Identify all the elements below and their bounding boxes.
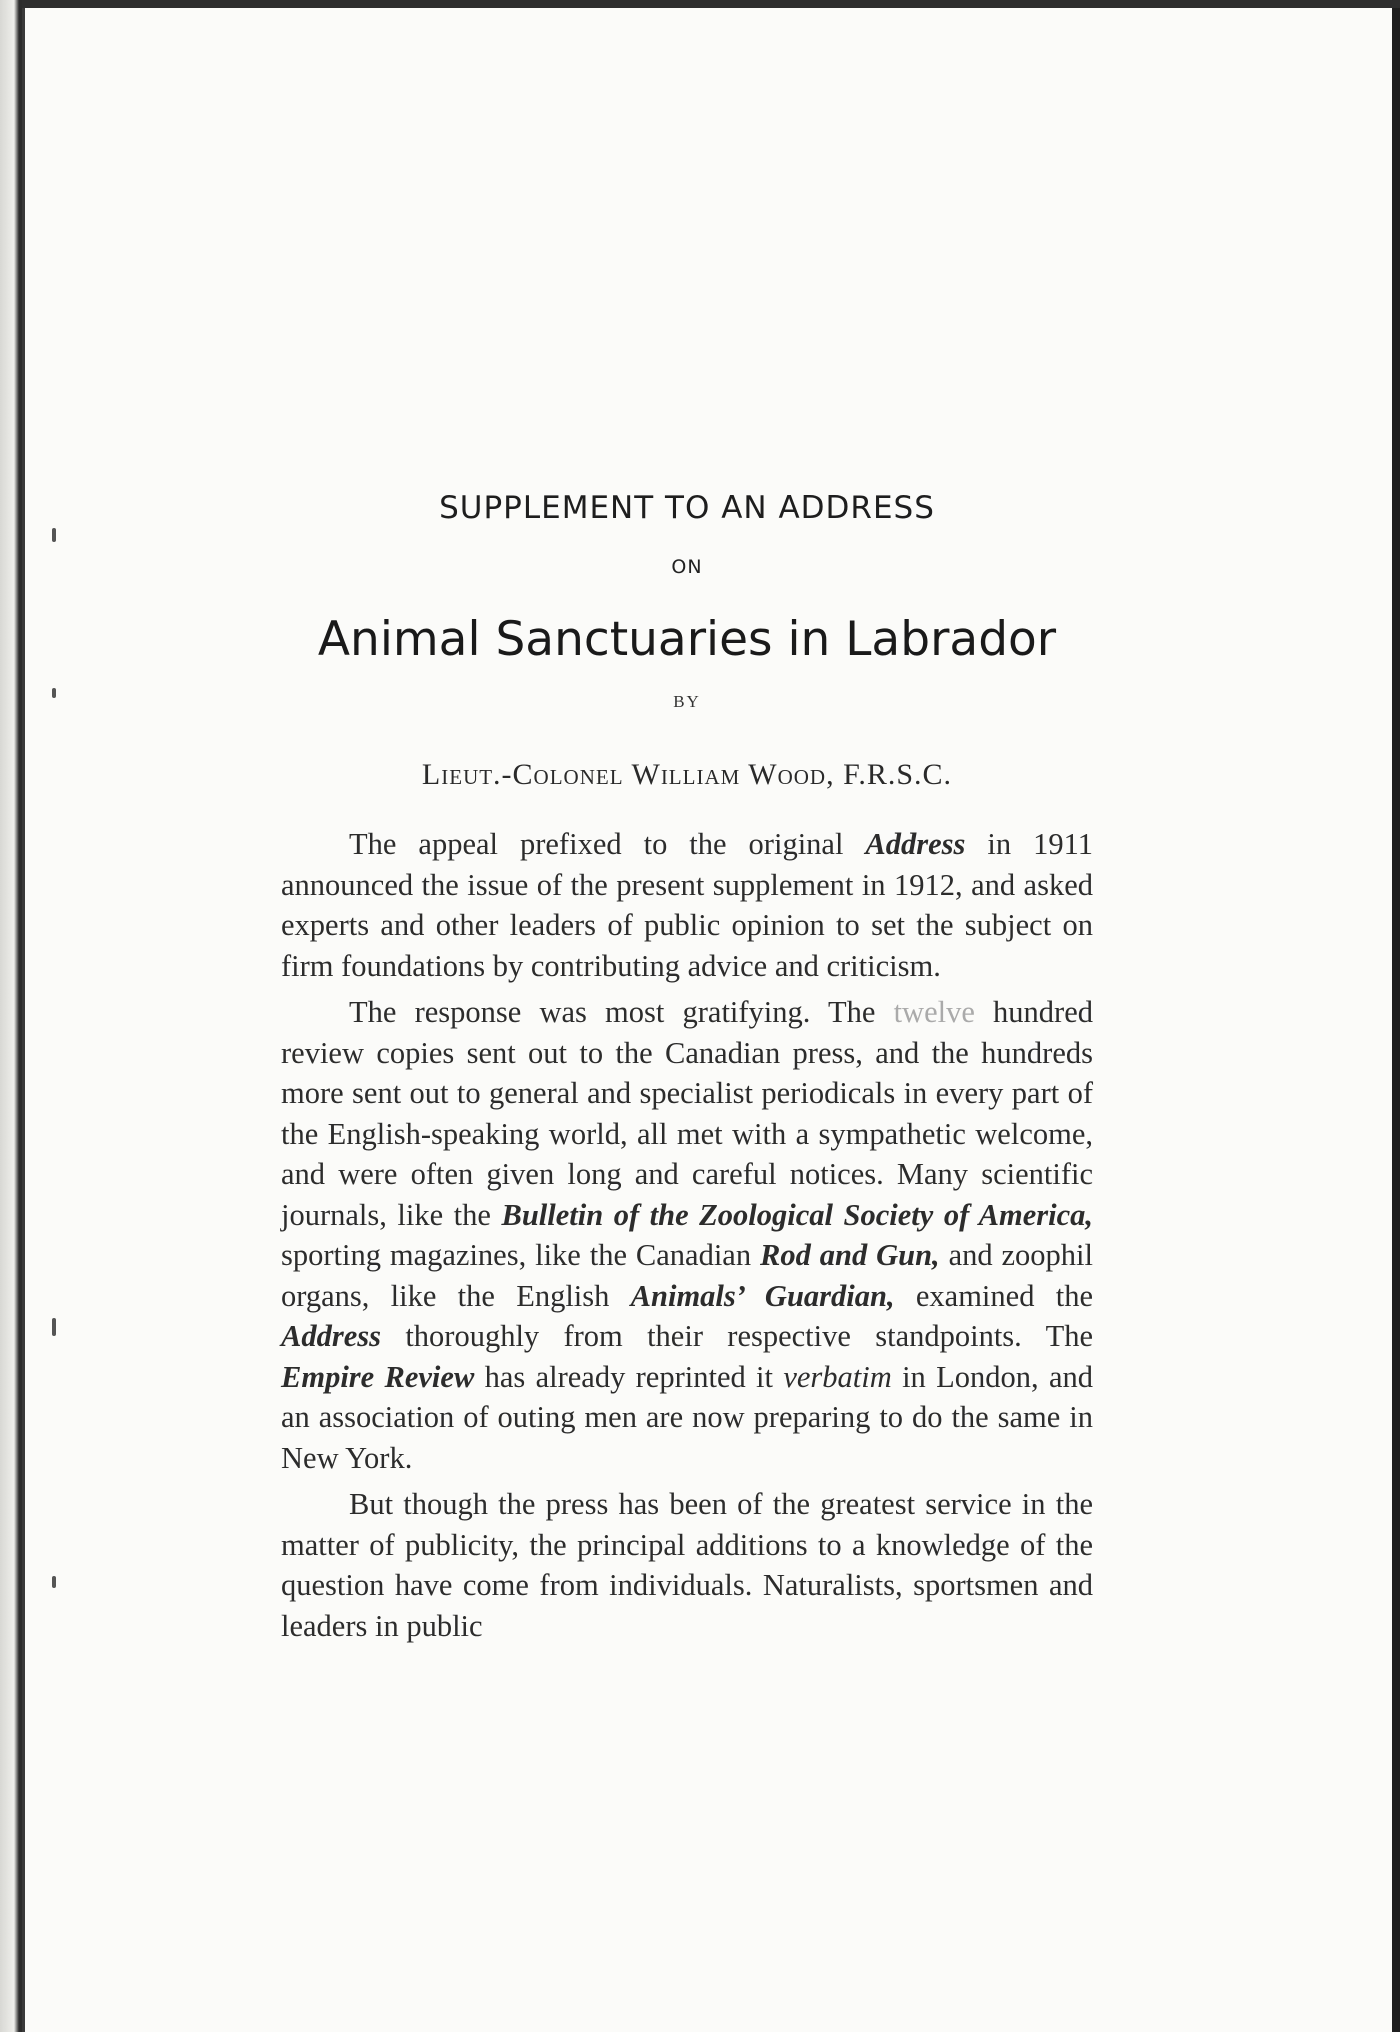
paragraph-3 bbox=[281, 1484, 1093, 1646]
page-binding-edge bbox=[0, 0, 22, 2032]
edge-mark bbox=[52, 1576, 56, 1588]
text-segment: thoroughly from their respective standpoints. The bbox=[381, 1319, 1093, 1353]
italic-title-bulletin: Bulletin of the Zoological Society of America, bbox=[501, 1197, 1093, 1232]
by-word: BY bbox=[673, 692, 701, 711]
text-segment: has already reprinted it bbox=[474, 1359, 784, 1394]
document-title: Animal Sanctuaries in Labrador bbox=[317, 612, 1057, 667]
italic-title-address: Address bbox=[281, 1319, 381, 1353]
text-segment: hundred review copies sent out to the Canadian press, and the hundreds more sent out to general and specialist periodicals in every part of the English-speaking world, all met with a sympathetic welcome, and were often given long and careful notices. Many scientific journals, like the bbox=[281, 995, 1093, 1232]
edge-mark bbox=[52, 688, 56, 698]
text-segment: sporting magazines, like the Canadian bbox=[281, 1238, 760, 1272]
text-segment: and zoophil organs, like the English bbox=[281, 1238, 1093, 1313]
edge-mark bbox=[52, 528, 56, 542]
text-segment: examined the bbox=[894, 1278, 1093, 1313]
supplement-heading: SUPPLEMENT TO AN ADDRESS bbox=[439, 490, 935, 526]
paragraph-2 bbox=[281, 992, 1093, 1478]
italic-title-animals-guardian: Animals’ Guardian, bbox=[630, 1278, 895, 1313]
body-text bbox=[281, 824, 1093, 1652]
text-segment: in London, and an association of outing men are now preparing to do the same in New York. bbox=[281, 1359, 1093, 1475]
text-segment: But though the press has been of the greatest service in the matter of publicity, the principal additions to a knowledge of the question have come from individuals. Naturalists, sportsmen and leaders in public bbox=[281, 1487, 1093, 1643]
text-segment: The response was most gratifying. The bbox=[349, 995, 894, 1029]
faded-word: twelve bbox=[893, 995, 975, 1029]
italic-title-empire-review: Empire Review bbox=[281, 1359, 475, 1394]
italic-word-verbatim: verbatim bbox=[783, 1359, 892, 1394]
edge-mark bbox=[52, 1318, 56, 1336]
paragraph-1 bbox=[281, 824, 1093, 986]
italic-title-rod-and-gun: Rod and Gun, bbox=[759, 1238, 940, 1272]
on-word: ON bbox=[671, 556, 703, 578]
author-line: Lieut.-Colonel William Wood, F.R.S.C. bbox=[421, 758, 953, 791]
italic-title-address: Address bbox=[865, 827, 966, 861]
text-segment: The appeal prefixed to the original bbox=[349, 827, 866, 861]
text-segment: in 1911 announced the issue of the present supplement in 1912, and asked experts and other leaders of public opinion to set the subject on firm foundations by contributing advice and criticism. bbox=[281, 827, 1093, 983]
scan-top-edge bbox=[22, 0, 1400, 8]
